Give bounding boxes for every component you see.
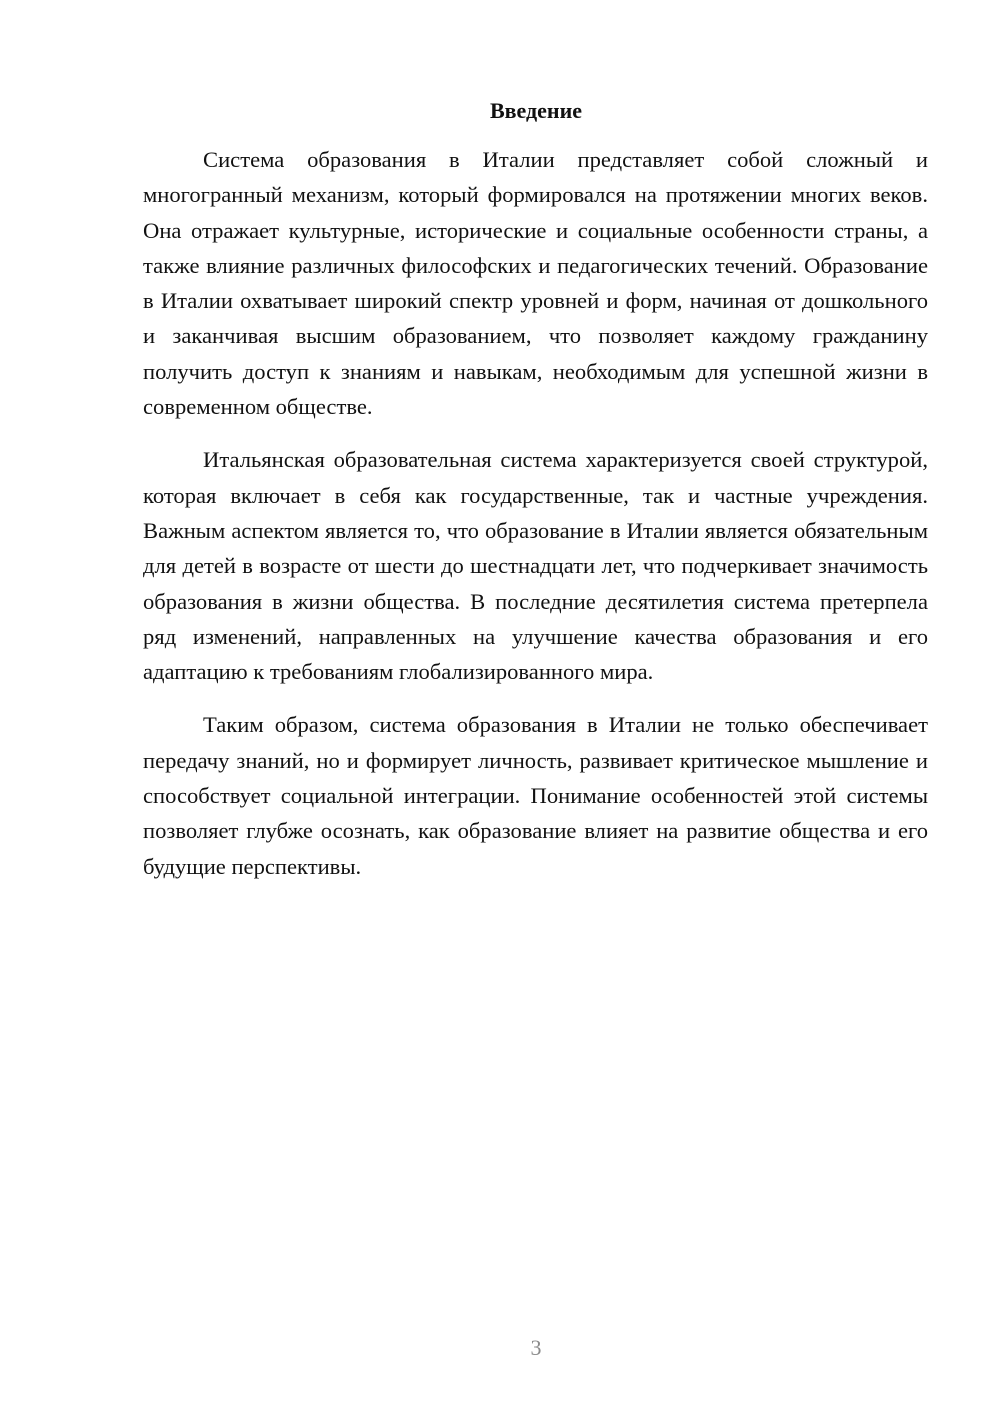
body-text <box>143 142 928 902</box>
paragraph-3: Таким образом, система образования в Италии не только обеспечивает передачу знаний, но и формирует личность, развивает критическое мышление и способствует социальной интеграции. Понимание особенностей этой системы позволяет глубже осознать, как образование влияет на развитие общества и его будущие перспективы. <box>143 712 928 879</box>
paragraph-2: Итальянская образовательная система характеризуется своей структурой, которая включает в себя как государственные, так и частные учреждения. Важным аспектом является то, что образование в Италии является обязательным для детей в возрасте от шести до шестнадцати лет, что подчеркивает значимость образования в жизни общества. В последние десятилетия система претерпела ряд изменений, направленных на улучшение качества образования и его адаптацию к требованиям глобализированного мира. <box>143 447 928 685</box>
section-heading: Введение <box>489 98 583 123</box>
paragraph-1: Система образования в Италии представляет собой сложный и многогранный механизм, который формировался на протяжении многих веков. Она отражает культурные, исторические и социальные особенности страны, а также влияние различных философских и педагогических течений. Образование в Италии охватывает широкий спектр уровней и форм, начиная от дошкольного и заканчивая высшим образованием, что позволяет каждому гражданину получить доступ к знаниям и навыкам, необходимым для успешной жизни в современном обществе. <box>143 147 928 420</box>
page-number: 3 <box>530 1335 542 1360</box>
